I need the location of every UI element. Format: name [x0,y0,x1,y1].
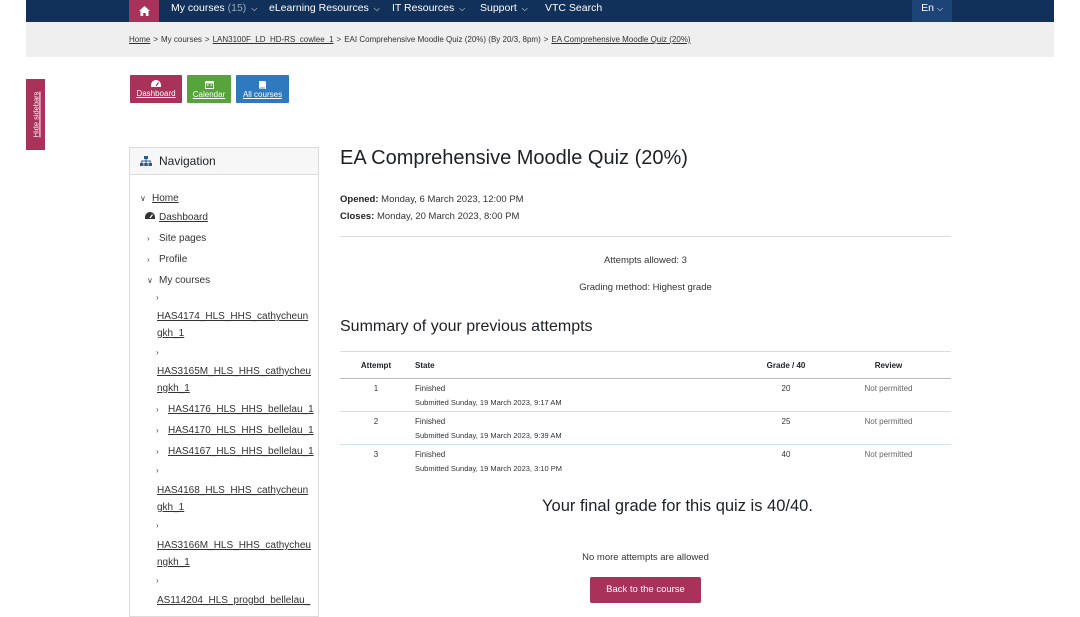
language-label: En [921,2,934,14]
tree-item-site-pages[interactable] [147,233,206,244]
calendar-button[interactable] [187,75,231,103]
course-link[interactable] [157,540,311,551]
chevron-down-icon: ∨ [140,194,146,203]
column-header: Review [826,352,951,379]
course-link-label[interactable]: HAS4168_HLS_HHS_cathycheun [157,485,309,496]
chevron-right-icon: › [156,521,159,530]
course-link-label[interactable]: gkh_1 [157,328,185,339]
course-link-label[interactable]: HAS4174_HLS_HHS_cathycheun [157,311,309,322]
course-link[interactable] [156,404,314,415]
tree-site-pages-label: Site pages [159,233,207,244]
navigation-title: Navigation [159,154,216,168]
course-link[interactable] [157,366,311,377]
nav-vtc-search-label: VTC Search [545,2,603,14]
all-courses-button-label: All courses [242,89,283,99]
breadcrumb-section: EAI Comprehensive Moodle Quiz (20%) (By 20/3, 8pm) [344,35,541,44]
dashboard-icon [145,212,159,223]
chevron-down-icon: ⌵ [251,4,258,13]
course-link-continued[interactable] [157,328,184,339]
grading-method: Grading method: Highest grade [579,282,712,293]
all-courses-button[interactable] [236,75,289,103]
table-header-row [340,352,951,379]
state-label: Finished [415,450,446,459]
attempt-review: Not permitted [826,412,951,445]
hide-sidebars-button[interactable] [26,79,45,150]
course-link[interactable] [156,425,314,436]
chevron-right-icon: › [156,293,159,302]
home-button[interactable] [129,0,159,22]
course-link[interactable] [156,446,314,457]
calendar-button-label: Calendar [192,89,226,99]
breadcrumb-separator: > [204,35,210,44]
no-more-attempts: No more attempts are allowed [582,552,709,563]
column-header: Grade / 40 [746,352,826,379]
calendar-icon [205,80,214,89]
breadcrumb-separator: > [153,35,159,44]
attempt-grade: 40 [781,450,791,459]
nav-it-label: IT Resources [392,2,455,14]
chevron-right-icon: › [156,466,159,475]
nav-my-courses-label: My courses [171,2,225,14]
navigation-header [130,148,318,175]
attempt-grade: 20 [746,379,826,412]
tree-item-home[interactable] [140,193,179,204]
attempt-number: 3 [373,450,379,459]
book-icon [258,80,267,89]
closes-label: Closes: [340,211,375,222]
chevron-right-icon: › [147,234,150,243]
submitted-time: Submitted Sunday, 19 March 2023, 9:39 AM [415,431,562,440]
attempt-state [412,412,746,445]
dashboard-button-label: Dashboard [136,89,176,98]
attempts-allowed: Attempts allowed: 3 [604,255,687,266]
tree-item-profile[interactable] [147,254,187,265]
course-link[interactable] [157,595,310,606]
course-link[interactable] [157,311,308,322]
attempts-table [340,351,951,478]
back-to-course-button[interactable]: Back to the course [590,577,701,603]
table-row [340,445,951,478]
course-link-continued[interactable] [157,557,190,568]
state-label: Finished [415,417,446,426]
table-row [340,412,951,445]
chevron-down-icon: ⌵ [521,4,528,13]
summary-heading: Summary of your previous attempts [340,318,593,335]
nav-my-courses[interactable] [171,0,257,22]
submitted-time: Submitted Sunday, 19 March 2023, 9:17 AM [415,398,562,407]
course-link-label[interactable]: HAS4167_HLS_HHS_bellelau_1 [168,446,314,457]
chevron-down-icon: ⌵ [459,4,466,13]
nav-support-label: Support [480,2,517,14]
course-link-label[interactable]: HAS3166M_HLS_HHS_cathycheu [157,540,311,551]
tree-my-courses-label: My courses [159,275,211,286]
opened-value: Monday, 6 March 2023, 12:00 PM [381,194,524,205]
page-title: EA Comprehensive Moodle Quiz (20%) [340,147,688,169]
chevron-down-icon: ∨ [147,276,153,285]
attempt-number: 1 [340,379,412,412]
final-grade: Your final grade for this quiz is 40/40. [542,497,813,515]
chevron-right-icon: › [147,255,150,264]
nav-elearning-label: eLearning Resources [269,2,369,14]
attempt-grade: 25 [746,412,826,445]
course-link-label[interactable]: gkh_1 [157,502,185,513]
home-icon [139,6,150,16]
course-link[interactable] [157,485,308,496]
opened-line [340,191,524,208]
chevron-right-icon: › [156,576,159,585]
course-link-continued[interactable] [157,502,184,513]
quiz-dates [340,191,524,225]
chevron-down-icon: ⌵ [936,4,943,13]
attempt-state [412,445,746,478]
breadcrumb-separator: > [543,35,549,44]
submitted-time: Submitted Sunday, 19 March 2023, 3:10 PM [415,464,563,473]
course-link-label[interactable]: ngkh_1 [157,557,190,568]
attempt-review: Not permitted [864,450,913,459]
course-link-continued[interactable] [157,383,190,394]
main-content [340,0,952,607]
column-header: Attempt [340,352,412,379]
chevron-right-icon: › [156,348,159,357]
breadcrumb-course[interactable]: LAN3100F_LD_HD-RS_cowlee_1 [212,35,334,44]
nav-my-courses-count: (15) [227,2,247,14]
state-label: Finished [415,384,446,393]
table-row [340,379,951,412]
tree-home-label[interactable]: Home [152,193,179,204]
course-link-label[interactable]: AS114204_HLS_progbd_bellelau_ [157,595,311,606]
closes-line [340,208,524,225]
course-link-label[interactable]: ngkh_1 [157,383,190,394]
breadcrumb-my-courses: My courses [161,35,202,44]
divider [340,236,951,237]
course-link-label[interactable]: HAS4170_HLS_HHS_bellelau_1 [168,425,314,436]
breadcrumb-home[interactable]: Home [129,35,151,44]
breadcrumb-separator: > [336,35,342,44]
chevron-right-icon: › [156,447,159,456]
column-header: State [412,352,746,379]
chevron-right-icon: › [156,405,159,414]
chevron-right-icon: › [156,426,159,435]
course-link-label[interactable]: HAS4176_HLS_HHS_bellelau_1 [168,404,314,415]
dashboard-icon [151,80,161,88]
tree-profile-label: Profile [159,254,188,265]
breadcrumb-quiz[interactable]: EA Comprehensive Moodle Quiz (20%) [551,35,691,44]
course-link-label[interactable]: HAS3165M_HLS_HHS_cathycheu [157,366,311,377]
tree-dashboard-label[interactable]: Dashboard [159,212,208,223]
attempt-state [412,379,746,412]
closes-value: Monday, 20 March 2023, 8:00 PM [376,211,520,222]
dashboard-button[interactable] [130,75,182,103]
attempt-review: Not permitted [826,379,951,412]
opened-label: Opened: [340,194,379,205]
attempt-number: 2 [340,412,412,445]
navigation-block [129,147,319,617]
sitemap-icon [140,156,152,166]
hide-sidebars-label: Hide sidebars [31,91,41,138]
chevron-down-icon: ⌵ [373,4,380,13]
tree-item-my-courses[interactable] [147,275,210,286]
tree-item-dashboard[interactable] [145,212,208,223]
